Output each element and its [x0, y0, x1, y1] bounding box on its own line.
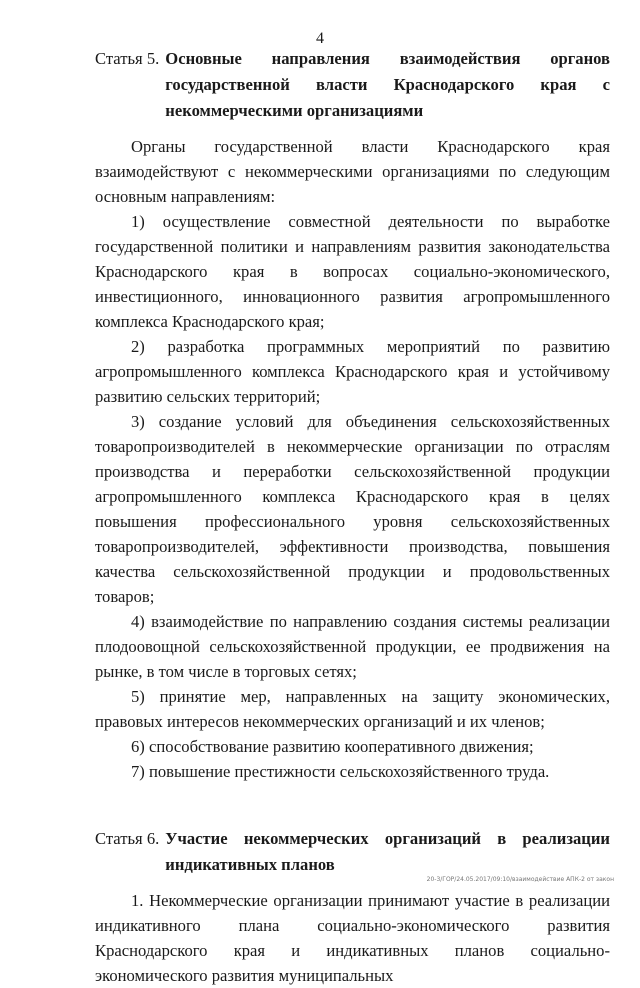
document-footer-code: 20-3/ГОР/24.05.2017/09:10/взаимодействие АПК-2 от закон	[426, 876, 614, 883]
article-5-item-6: 6) способствование развитию кооперативного движения;	[131, 737, 534, 756]
article-5-intro: Органы государственной власти Краснодарского края взаимодействуют с некоммерческими организациями по следующим основным направлениям:	[95, 137, 610, 206]
document-body	[95, 46, 610, 988]
article-5-heading	[95, 46, 610, 124]
article-6-heading	[95, 826, 610, 878]
article-5-item-2: 2) разработка программных мероприятий по развитию агропромышленного комплекса Краснодарского края и устойчивому развитию сельских территорий;	[95, 337, 610, 406]
article-6-title: Участие некоммерческих организаций в реализации индикативных планов	[165, 829, 610, 874]
article-5-item-1: 1) осуществление совместной деятельности по выработке государственной политики и направлениям развития законодательства Краснодарского края в вопросах социально-экономического, инвестиционного, инновационного развития агропромышленного комплекса Краснодарского края;	[95, 212, 610, 331]
article-5-item-7: 7) повышение престижности сельскохозяйственного труда.	[131, 762, 550, 781]
page-number: 4	[316, 30, 324, 47]
article-5-title: Основные направления взаимодействия органов государственной власти Краснодарского края с некоммерческими организациями	[165, 49, 610, 120]
article-5-item-3: 3) создание условий для объединения сельскохозяйственных товаропроизводителей в некоммерческие организации по отраслям производства и переработки сельскохозяйственной продукции агропромышленного комплекса Краснодарского края в целях повышения профессионального уровня сельскохозяйственных товаропроизводителей, эффективности производства, повышения качества сельскохозяйственной продукции и продовольственных товаров;	[95, 412, 610, 606]
article-5-item-5: 5) принятие мер, направленных на защиту экономических, правовых интересов некоммерческих организаций и их членов;	[95, 687, 610, 731]
article-5-item-4: 4) взаимодействие по направлению создания системы реализации плодоовощной сельскохозяйственной продукции, ее продвижения на рынке, в том числе в торговых сетях;	[95, 612, 610, 681]
article-6-label: Статья 6.	[95, 829, 160, 848]
article-6-paragraph-1: 1. Некоммерческие организации принимают участие в реализации индикативного плана социально-экономического развития Краснодарского края и индикативных планов социально-экономического развития муниципальных	[95, 891, 610, 985]
article-5-label: Статья 5.	[95, 49, 160, 68]
